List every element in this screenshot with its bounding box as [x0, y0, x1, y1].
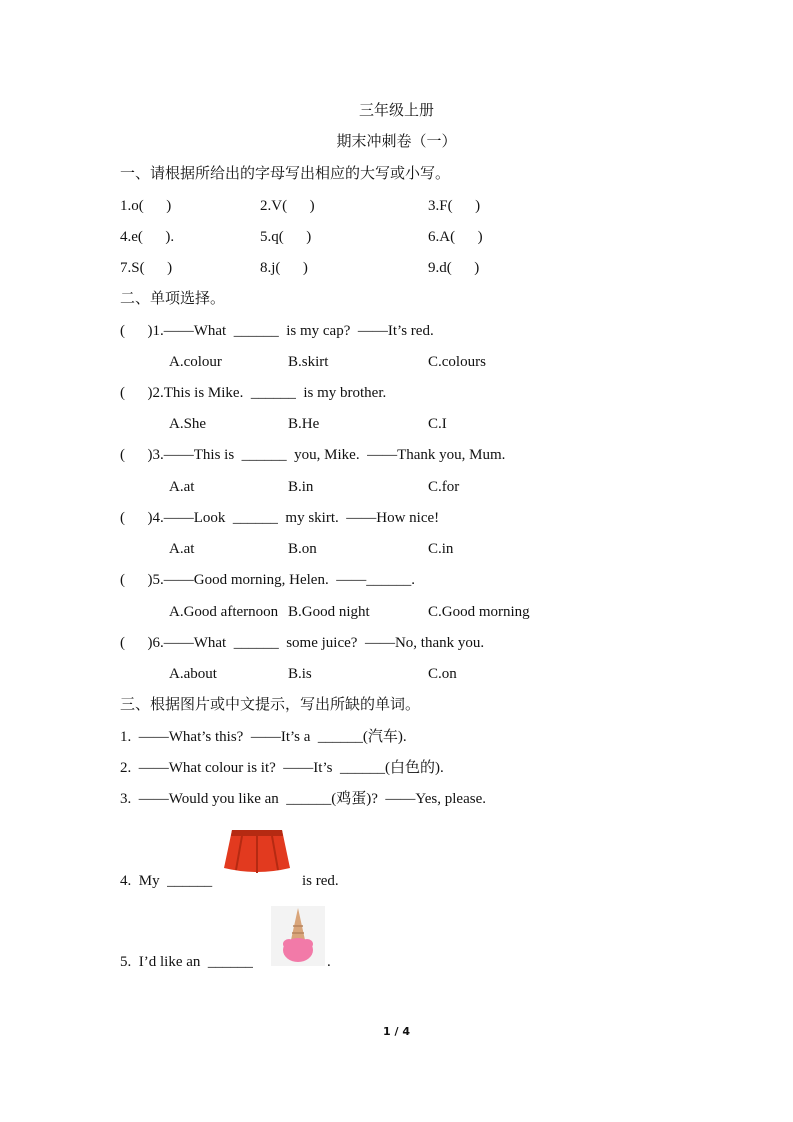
letter-item-9: 9.d( ) — [428, 260, 480, 276]
ice-cream-icon — [271, 906, 325, 966]
question-4-stem: ( )4.——Look ______ my skirt. ——How nice! — [120, 510, 440, 526]
fill-item-4-prefix: 4. My ______ — [120, 873, 213, 889]
section1-heading: 一、请根据所给出的字母写出相应的大写或小写。 — [120, 166, 451, 182]
letter-item-4: 4.e( ). — [120, 229, 175, 245]
question-2-option-b: B.He — [288, 416, 320, 432]
question-3-option-c: C.for — [428, 479, 460, 495]
question-1-stem: ( )1.——What ______ is my cap? ——It’s red. — [120, 323, 434, 339]
question-6-option-b: B.is — [288, 666, 312, 682]
question-1-option-a: A.colour — [169, 354, 222, 370]
question-1-option-b: B.skirt — [288, 354, 329, 370]
question-5-option-b: B.Good night — [288, 604, 370, 620]
letter-item-6: 6.A( ) — [428, 229, 483, 245]
fill-item-5-prefix: 5. I’d like an ______ — [120, 954, 253, 970]
question-2-option-a: A.She — [169, 416, 207, 432]
question-3-option-a: A.at — [169, 479, 195, 495]
page-number: 1 / 4 — [383, 1025, 410, 1038]
question-4-option-a: A.at — [169, 541, 195, 557]
question-4-option-b: B.on — [288, 541, 317, 557]
fill-item-3: 3. ——Would you like an ______(鸡蛋)? ——Yes, please. — [120, 791, 486, 807]
letter-item-1: 1.o( ) — [120, 198, 172, 214]
question-3-option-b: B.in — [288, 479, 314, 495]
question-6-stem: ( )6.——What ______ some juice? ——No, thank you. — [120, 635, 485, 651]
fill-item-5-suffix: . — [327, 954, 331, 970]
question-5-option-a: A.Good afternoon — [169, 604, 279, 620]
letter-item-7: 7.S( ) — [120, 260, 173, 276]
question-4-option-c: C.in — [428, 541, 454, 557]
fill-item-2: 2. ——What colour is it? ——It’s ______(白色的). — [120, 760, 444, 776]
question-1-option-c: C.colours — [428, 354, 486, 370]
fill-item-4-suffix: is red. — [302, 873, 339, 889]
letter-item-2: 2.V( ) — [260, 198, 315, 214]
page-title-grade: 三年级上册 — [358, 103, 434, 119]
letter-item-5: 5.q( ) — [260, 229, 312, 245]
letter-item-3: 3.F( ) — [428, 198, 481, 214]
fill-item-1: 1. ——What’s this? ——It’s a ______(汽车). — [120, 729, 407, 745]
question-3-stem: ( )3.——This is ______ you, Mike. ——Thank you, Mum. — [120, 447, 506, 463]
letter-item-8: 8.j( ) — [260, 260, 308, 276]
red-skirt-icon — [222, 826, 292, 876]
question-6-option-c: C.on — [428, 666, 457, 682]
question-6-option-a: A.about — [169, 666, 217, 682]
page-title: 期末冲刺卷（一） — [336, 134, 457, 150]
section3-heading: 三、根据图片或中文提示，写出所缺的单词。 — [120, 697, 421, 713]
question-5-option-c: C.Good morning — [428, 604, 530, 620]
section2-heading: 二、单项选择。 — [120, 291, 226, 307]
question-5-stem: ( )5.——Good morning, Helen. ——______. — [120, 572, 415, 588]
question-2-stem: ( )2.This is Mike. ______ is my brother. — [120, 385, 387, 401]
question-2-option-c: C.I — [428, 416, 447, 432]
